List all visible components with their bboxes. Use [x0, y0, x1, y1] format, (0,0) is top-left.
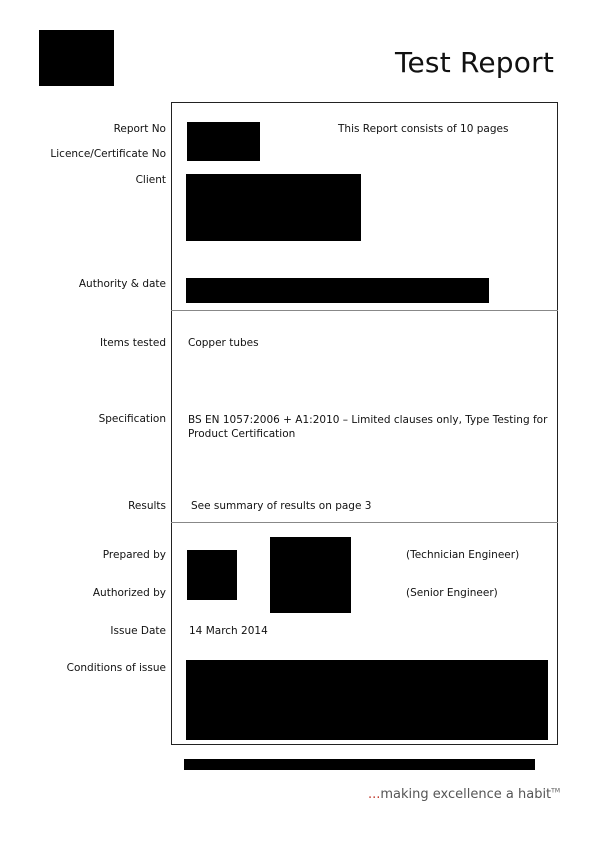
client-label: Client — [135, 174, 166, 186]
pages-note: This Report consists of 10 pages — [338, 123, 509, 135]
specification-value: BS EN 1057:2006 + A1:2010 – Limited clauses only, Type Testing for Product Certification — [188, 414, 548, 440]
issue-date-value: 14 March 2014 — [189, 625, 268, 637]
prepared-by-label: Prepared by — [102, 549, 166, 561]
authority-date-label: Authority & date — [78, 278, 166, 290]
results-label: Results — [128, 500, 166, 512]
report-no-label: Report No — [113, 123, 166, 135]
company-logo-redacted — [39, 30, 114, 86]
items-tested-value: Copper tubes — [188, 337, 259, 349]
signature-redacted — [270, 537, 351, 613]
tagline-dots: ... — [367, 787, 381, 802]
report-no-redacted — [187, 122, 260, 161]
client-redacted — [186, 174, 361, 241]
specification-label: Specification — [98, 413, 166, 425]
prepared-by-name-redacted — [187, 550, 237, 600]
issue-date-label: Issue Date — [110, 625, 166, 637]
footer-bar-redacted — [184, 759, 535, 770]
conditions-redacted — [186, 660, 548, 740]
authorized-by-role: (Senior Engineer) — [406, 587, 498, 599]
prepared-by-role: (Technician Engineer) — [406, 549, 520, 561]
items-tested-label: Items tested — [100, 337, 166, 349]
authority-date-redacted — [186, 278, 489, 303]
conditions-label: Conditions of issue — [66, 662, 166, 674]
section-divider-2 — [171, 522, 558, 523]
authorized-by-label: Authorized by — [92, 587, 166, 599]
page-title: Test Report — [394, 46, 554, 79]
licence-label: Licence/Certificate No — [50, 148, 166, 160]
results-value: See summary of results on page 3 — [191, 500, 372, 512]
footer-tagline — [368, 787, 560, 802]
section-divider-1 — [171, 310, 558, 311]
tagline-trademark: TM — [551, 787, 560, 795]
tagline-text: making excellence a habit — [380, 787, 552, 802]
